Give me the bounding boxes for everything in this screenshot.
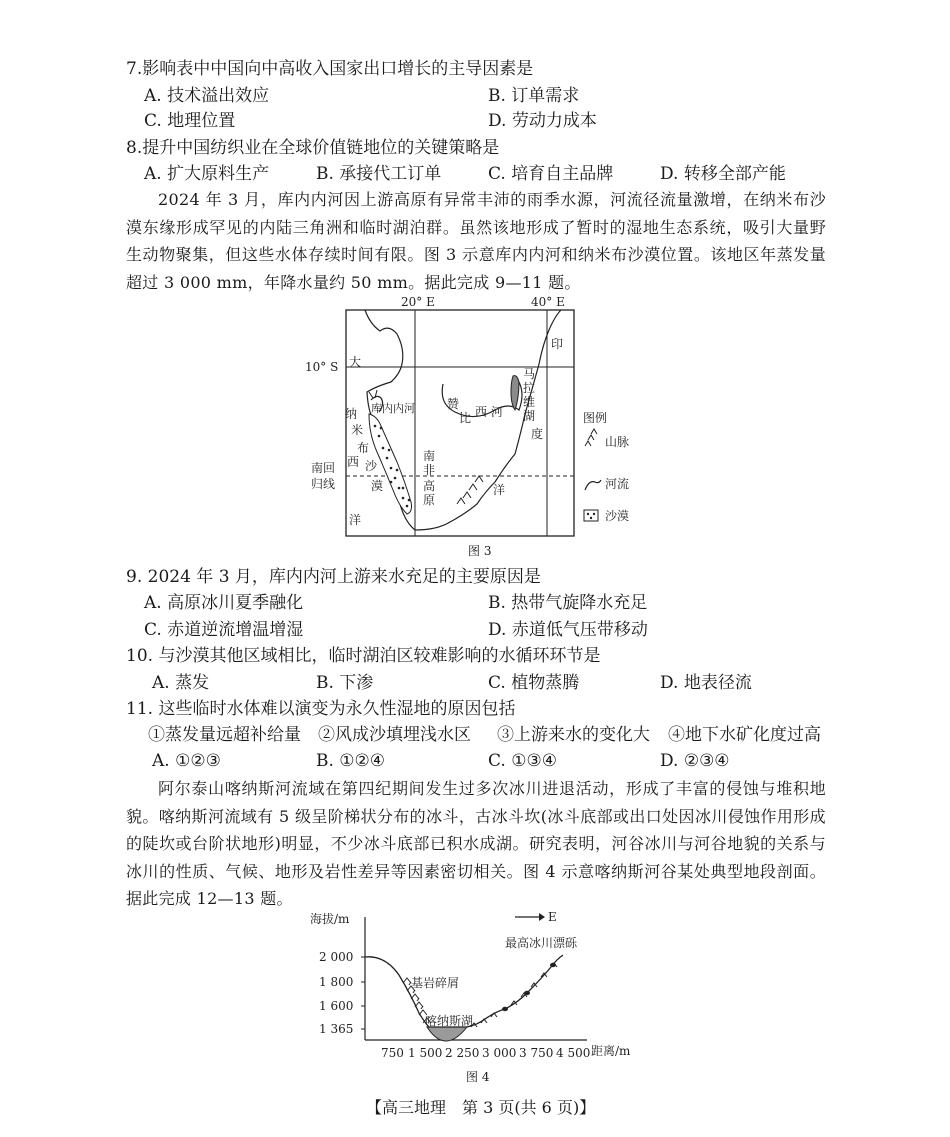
label-plateau-2: 非 (423, 463, 436, 477)
label-zambezi-3: 西 (475, 405, 488, 419)
river-icon (585, 480, 601, 490)
label-malawi-2: 拉 (523, 381, 536, 395)
mountain-icon (585, 429, 597, 446)
q11-option-a: A. ①②③ (152, 751, 221, 771)
q8-option-c: C. 培育自主品牌 (488, 164, 614, 184)
x-axis-label: 距离/m (591, 1044, 631, 1058)
legend-title: 图例 (583, 411, 608, 425)
label-plateau-3: 高 (423, 479, 436, 493)
label-malawi-3: 维 (523, 395, 536, 409)
q7-stem: 7.影响表中中国向中高收入国家出口增长的主导因素是 (126, 59, 534, 79)
legend-river: 河流 (605, 477, 630, 491)
label-erratic: 最高冰川漂砾 (505, 936, 578, 950)
label-namibia-4: 沙 (365, 459, 378, 473)
tropic-label-1: 南回 (311, 461, 336, 475)
q10-option-d: D. 地表径流 (660, 673, 752, 693)
passage-1: 2024 年 3 月，库内内河因上游高原有异常丰沛的雨季水源，河流径流量激增，在纳米布沙漠东缘形成罕见的内陆三角洲和临时湖泊群。虽然该地形成了暂时的湿地生态系统，吸引大量野生动物聚集，但这些水体存续时间有限。图 3 示意库内内河和纳米布沙漠位置。该地区年蒸发量超过 3 000 mm，年降水量约 50 mm。据此完成 9—11 题。 (126, 190, 826, 292)
q8-option-a: A. 扩大原料生产 (144, 164, 270, 184)
x-tick-4500: 4 500 (556, 1046, 591, 1060)
label-zambezi-2: 比 (459, 411, 472, 425)
q11-option-c: C. ①③④ (488, 751, 557, 771)
label-kanas-lake: 喀纳斯湖 (425, 1014, 474, 1028)
lon-label-20: 20° E (401, 295, 435, 309)
q10-option-b: B. 下渗 (316, 673, 374, 693)
x-tick-3000: 3 000 (482, 1046, 517, 1060)
q11-option-d: D. ②③④ (660, 751, 730, 771)
lon-label-40: 40° E (531, 295, 565, 309)
y-tick-1365: 1 365 (319, 1022, 354, 1036)
label-namibia-2: 米 (351, 423, 364, 437)
label-namibia-3: 布 (357, 441, 370, 455)
label-cunene-river: 库内内河 (371, 402, 415, 415)
x-tick-3750: 3 750 (519, 1046, 554, 1060)
label-zambezi-4: 河 (491, 405, 504, 419)
tropic-label-2: 归线 (311, 477, 336, 491)
q7-option-d: D. 劳动力成本 (488, 111, 597, 131)
label-yang-east: 洋 (493, 483, 506, 497)
page-footer: 【高三地理 第 3 页(共 6 页)】 (366, 1098, 596, 1117)
label-yang-west: 洋 (349, 513, 362, 527)
label-debris: 基岩碎屑 (411, 976, 460, 990)
label-malawi-1: 马 (523, 367, 536, 381)
q7-option-c: C. 地理位置 (144, 111, 236, 131)
legend-desert: 沙漠 (605, 509, 630, 523)
q8-option-d: D. 转移全部产能 (660, 164, 786, 184)
lat-label: 10° S (305, 360, 339, 374)
y-axis-label: 海拔/m (310, 912, 350, 926)
q7-option-b: B. 订单需求 (488, 86, 580, 106)
q9-stem: 9. 2024 年 3 月，库内内河上游来水充足的主要原因是 (126, 567, 541, 587)
q8-stem: 8.提升中国纺织业在全球价值链地位的关键策略是 (126, 138, 500, 158)
q11-item-3: ③上游来水的变化大 (497, 725, 650, 745)
figure-3-map (305, 294, 645, 562)
q11-item-4: ④地下水矿化度过高 (668, 725, 821, 745)
q10-stem: 10. 与沙漠其他区域相比，临时湖泊区较难影响的水循环环节是 (126, 646, 601, 666)
x-tick-1500: 1 500 (408, 1046, 443, 1060)
legend-mountain: 山脉 (605, 435, 630, 449)
figure-4-profile (305, 905, 650, 1065)
label-namibia-1: 纳 (345, 407, 358, 421)
q11-item-1: ①蒸发量远超补给量 (148, 725, 301, 745)
q7-option-a: A. 技术溢出效应 (144, 86, 270, 106)
label-zambezi-1: 赞 (447, 397, 460, 411)
x-tick-2250: 2 250 (445, 1046, 480, 1060)
q9-option-c: C. 赤道逆流增温增湿 (144, 620, 304, 640)
label-xi: 西 (347, 455, 360, 469)
q10-option-a: A. 蒸发 (152, 673, 210, 693)
label-yin: 印 (551, 337, 564, 351)
label-namibia-5: 漠 (371, 479, 384, 493)
figure-4-caption: 图 4 (466, 1070, 490, 1084)
y-tick-2000: 2 000 (319, 950, 354, 964)
q8-option-b: B. 承接代工订单 (316, 164, 442, 184)
q11-option-b: B. ①②④ (316, 751, 386, 771)
label-da: 大 (349, 355, 362, 369)
y-tick-1800: 1 800 (319, 975, 354, 989)
q11-item-2: ②风成沙填埋浅水区 (318, 725, 471, 745)
passage-2: 阿尔泰山喀纳斯河流域在第四纪期间发生过多次冰川进退活动，形成了丰富的侵蚀与堆积地貌。喀纳斯河流域有 5 级呈阶梯状分布的冰斗，古冰斗坎(冰斗底部或出口处因冰川侵蚀作用形成的陡坎或台阶状地形)明显，不少冰斗底部已积水成湖。研究表明，河谷冰川与河谷地貌的关系与冰川的性质、气候、地形及岩性差异等因素密切相关。图 4 示意喀纳斯河谷某处典型地段剖面。据此完成 12—13 题。 (126, 779, 826, 908)
x-tick-750: 750 (381, 1046, 404, 1060)
q10-option-c: C. 植物蒸腾 (488, 673, 580, 693)
label-malawi-4: 湖 (523, 409, 536, 423)
direction-label: E (548, 910, 557, 924)
desert-icon (584, 510, 598, 521)
label-plateau-1: 南 (423, 449, 436, 463)
q9-option-d: D. 赤道低气压带移动 (488, 620, 648, 640)
q11-stem: 11. 这些临时水体难以演变为永久性湿地的原因包括 (126, 699, 516, 719)
y-tick-1600: 1 600 (319, 999, 354, 1013)
label-plateau-4: 原 (423, 493, 436, 507)
q9-option-a: A. 高原冰川夏季融化 (144, 593, 304, 613)
figure-3-caption: 图 3 (468, 544, 492, 558)
q9-option-b: B. 热带气旋降水充足 (488, 593, 648, 613)
label-du: 度 (531, 427, 544, 441)
